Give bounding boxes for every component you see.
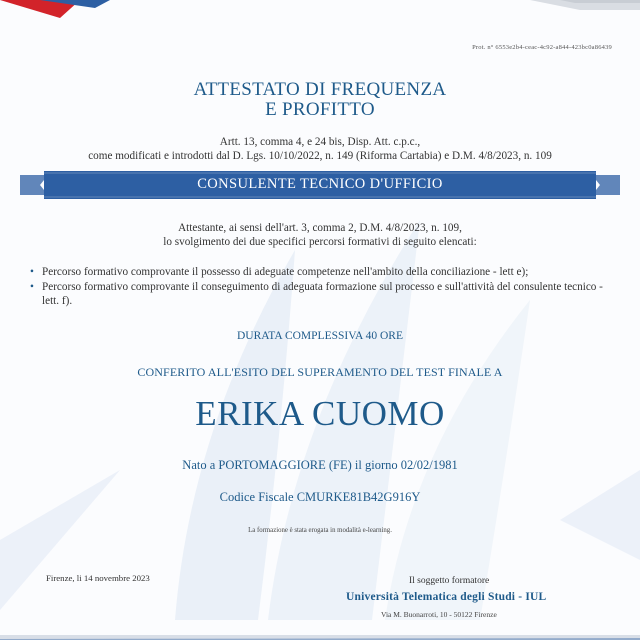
attestation-line2: lo svolgimento dei due specifici percorsi formativi di seguito elencati: <box>163 236 477 248</box>
issuer-label: Il soggetto formatore <box>409 576 490 586</box>
legal-reference-line2: come modificati e introdotti dal D. Lgs. 10/10/2022, n. 149 (Riforma Cartabia) e D.M. 4/8/2023, n. 109 <box>88 150 552 162</box>
protocol-number: Prot. n° 6553e2b4-ceac-4c92-a844-423bc0a86439 <box>472 44 612 51</box>
tax-code: Codice Fiscale CMURKE81B42G916Y <box>219 490 421 504</box>
certificate-title-line1: ATTESTATO DI FREQUENZA <box>193 79 447 100</box>
issuer-name: Università Telematica degli Studi - IUL <box>346 591 547 603</box>
list-item <box>30 265 610 280</box>
bullet-icon: • <box>30 266 34 278</box>
place-date: Firenze, li 14 novembre 2023 <box>46 573 150 583</box>
conferred-text: CONFERITO ALL'ESITO DEL SUPERAMENTO DEL TEST FINALE A <box>137 365 503 379</box>
course-text: Percorso formativo comprovante il possesso di adeguate competenze nell'ambito della conciliazione - lett e); <box>42 266 529 278</box>
attestation-line1: Attestante, ai sensi dell'art. 3, comma 2, D.M. 4/8/2023, n. 109, <box>178 222 462 234</box>
recipient-name: ERIKA CUOMO <box>195 394 445 433</box>
list-item <box>30 280 610 309</box>
bullet-icon: • <box>30 280 34 293</box>
duration-text: DURATA COMPLESSIVA 40 ORE <box>237 330 403 342</box>
role-title: CONSULENTE TECNICO D'UFFICIO <box>197 176 443 192</box>
course-text: Percorso formativo comprovante il conseguimento di adeguata formazione sul processo e sull'attività del consulente tecnico - lett. f). <box>42 280 603 307</box>
legal-reference-line1: Artt. 13, comma 4, e 24 bis, Disp. Att. c.p.c., <box>219 136 421 148</box>
birth-info: Nato a PORTOMAGGIORE (FE) il giorno 02/02/1981 <box>182 458 458 472</box>
certificate-title-line2: E PROFITTO <box>265 99 375 120</box>
course-list <box>30 265 610 309</box>
delivery-note: La formazione è stata erogata in modalità e-learning. <box>248 527 392 534</box>
issuer-address: Via M. Buonarroti, 10 - 50122 Firenze <box>381 610 497 619</box>
